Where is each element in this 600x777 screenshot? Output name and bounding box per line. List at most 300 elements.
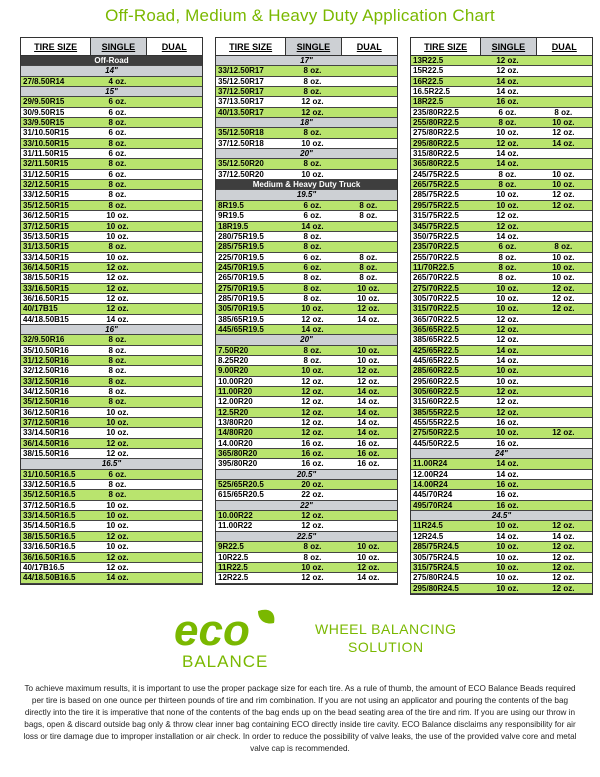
table-row <box>411 190 592 200</box>
dual-cell <box>535 408 592 417</box>
single-cell: 12 oz. <box>301 511 324 521</box>
single-cell: 16 oz. <box>496 480 519 490</box>
single-cell: 12 oz. <box>106 562 129 572</box>
tire-size-cell: 36/16.50R16.5 <box>23 552 76 562</box>
table-row <box>21 97 202 107</box>
single-cell: 10 oz. <box>106 511 129 521</box>
single-cell: 10 oz. <box>496 366 519 376</box>
table-row <box>411 97 592 107</box>
dual-cell <box>535 356 592 365</box>
dual-cell <box>340 490 397 499</box>
table-row <box>216 97 397 107</box>
single-cell: 8 oz. <box>303 542 322 552</box>
dual-cell <box>145 180 202 189</box>
table-row <box>21 263 202 273</box>
single-cell: 10 oz. <box>301 562 324 572</box>
dual-cell <box>145 118 202 127</box>
slogan-line-1: WHEEL BALANCING <box>315 621 457 637</box>
table-row <box>21 511 202 521</box>
dual-cell <box>340 222 397 231</box>
single-cell: 16 oz. <box>301 438 324 448</box>
table-row <box>21 366 202 376</box>
table-row <box>411 128 592 138</box>
table-row <box>216 356 397 366</box>
tire-size-cell: 36/14.50R16 <box>23 438 69 448</box>
tire-size-cell: 37/12.50R20 <box>218 169 264 179</box>
rim-size-heading: 22" <box>216 501 397 511</box>
page-title: Off-Road, Medium & Heavy Duty Application Chart <box>105 6 495 25</box>
dual-cell <box>535 325 592 334</box>
tire-size-cell: 365/80R22.5 <box>413 159 459 169</box>
header-tire-size: TIRE SIZE <box>34 41 78 52</box>
table-row <box>216 387 397 397</box>
header-single: SINGLE <box>285 38 341 55</box>
single-cell: 8 oz. <box>303 345 322 355</box>
table-row <box>411 532 592 542</box>
tire-size-cell: 235/70R22.5 <box>413 242 459 252</box>
single-cell: 10 oz. <box>106 407 129 417</box>
dual-cell: 12 oz. <box>552 573 575 583</box>
dual-cell <box>145 366 202 375</box>
single-cell: 10 oz. <box>496 562 519 572</box>
tire-size-cell: 255/80R22.5 <box>413 118 459 128</box>
dual-cell: 14 oz. <box>357 418 380 428</box>
table-row <box>411 180 592 190</box>
tire-size-cell: 265/75R22.5 <box>413 180 459 190</box>
dual-cell <box>145 490 202 499</box>
single-cell: 12 oz. <box>301 397 324 407</box>
rim-size-heading: 20" <box>216 149 397 159</box>
dual-cell: 10 oz. <box>552 262 575 272</box>
dual-cell <box>145 190 202 199</box>
single-cell: 10 oz. <box>496 190 519 200</box>
dual-cell <box>340 232 397 241</box>
table-row <box>411 253 592 263</box>
table-row <box>411 459 592 469</box>
dual-cell: 16 oz. <box>357 459 380 469</box>
dual-cell <box>340 128 397 137</box>
single-cell: 12 oz. <box>496 221 519 231</box>
tire-size-cell: 365/65R22.5 <box>413 324 459 334</box>
category-heading: Medium & Heavy Duty Truck <box>216 180 397 190</box>
table-row <box>21 315 202 325</box>
single-cell: 12 oz. <box>106 293 129 303</box>
logo-sub: BALANCE <box>182 652 269 671</box>
tire-size-cell: 275/50R22.5 <box>413 428 459 438</box>
dual-cell <box>145 418 202 427</box>
logo-word: eco <box>174 606 250 655</box>
dual-cell <box>145 77 202 86</box>
single-cell: 10 oz. <box>496 293 519 303</box>
single-cell: 12 oz. <box>496 211 519 221</box>
tire-size-cell: 12R24.5 <box>413 531 444 541</box>
table-row <box>216 77 397 87</box>
single-cell: 10 oz. <box>301 366 324 376</box>
single-cell: 8 oz. <box>303 552 322 562</box>
tire-size-cell: 295/60R22.5 <box>413 376 459 386</box>
tire-size-cell: 235/80R22.5 <box>413 107 459 117</box>
dual-cell <box>340 480 397 489</box>
header-dual: DUAL <box>551 41 577 52</box>
dual-cell <box>145 521 202 530</box>
tire-size-cell: 345/75R22.5 <box>413 221 459 231</box>
single-cell: 8 oz. <box>108 345 127 355</box>
table-row <box>411 263 592 273</box>
dual-cell <box>145 108 202 117</box>
tire-size-cell: 525/65R20.5 <box>218 480 264 490</box>
table-row <box>411 480 592 490</box>
table-row <box>411 315 592 325</box>
single-cell: 14 oz. <box>496 149 519 159</box>
dual-cell <box>535 387 592 396</box>
table-row <box>216 563 397 573</box>
table-row <box>216 480 397 490</box>
dual-cell <box>340 87 397 96</box>
table-row <box>411 408 592 418</box>
table-row <box>21 294 202 304</box>
table-row <box>21 501 202 511</box>
dual-cell: 14 oz. <box>357 407 380 417</box>
tire-size-cell: 35/12.50R15 <box>23 200 69 210</box>
tire-size-cell: 315/80R22.5 <box>413 149 459 159</box>
tire-size-cell: 32/12.50R15 <box>23 180 69 190</box>
dual-cell <box>145 253 202 262</box>
single-cell: 8 oz. <box>498 273 517 283</box>
single-cell: 12 oz. <box>496 138 519 148</box>
dual-cell: 12 oz. <box>552 293 575 303</box>
table-row <box>216 366 397 376</box>
table-row <box>21 149 202 159</box>
single-cell: 12 oz. <box>301 97 324 107</box>
single-cell: 10 oz. <box>496 283 519 293</box>
table-row <box>216 490 397 500</box>
table-row <box>216 408 397 418</box>
dual-cell <box>145 397 202 406</box>
single-cell: 12 oz. <box>496 397 519 407</box>
single-cell: 8 oz. <box>498 252 517 262</box>
table-row <box>411 428 592 438</box>
dual-cell <box>535 159 592 168</box>
dual-cell <box>145 335 202 344</box>
single-cell: 6 oz. <box>108 128 127 138</box>
tire-size-cell: 305/70R22.5 <box>413 293 459 303</box>
single-cell: 12 oz. <box>106 304 129 314</box>
single-cell: 8 oz. <box>303 273 322 283</box>
table-row <box>411 501 592 511</box>
dual-cell <box>145 211 202 220</box>
single-cell: 6 oz. <box>303 200 322 210</box>
table-row <box>21 190 202 200</box>
dual-cell: 10 oz. <box>357 552 380 562</box>
table-row <box>216 449 397 459</box>
dual-cell: 12 oz. <box>552 283 575 293</box>
dual-cell <box>145 573 202 582</box>
dual-cell <box>535 490 592 499</box>
table-row <box>21 242 202 252</box>
dual-cell: 14 oz. <box>552 138 575 148</box>
dual-cell <box>145 242 202 251</box>
single-cell: 12 oz. <box>301 407 324 417</box>
dual-cell <box>340 66 397 75</box>
single-cell: 8 oz. <box>498 180 517 190</box>
tire-size-cell: 32/12.50R16 <box>23 366 69 376</box>
table-row <box>21 159 202 169</box>
single-cell: 10 oz. <box>496 128 519 138</box>
tire-size-cell: 36/14.50R15 <box>23 262 69 272</box>
single-cell: 8 oz. <box>303 76 322 86</box>
single-cell: 4 oz. <box>108 76 127 86</box>
table-row <box>216 66 397 76</box>
dual-cell <box>340 511 397 520</box>
single-cell: 14 oz. <box>496 459 519 469</box>
table-row <box>216 201 397 211</box>
tire-size-cell: 16R22.5 <box>413 76 444 86</box>
table-row <box>411 325 592 335</box>
table-row <box>21 418 202 428</box>
dual-cell: 10 oz. <box>552 118 575 128</box>
table-row <box>21 356 202 366</box>
dual-cell <box>145 439 202 448</box>
single-cell: 12 oz. <box>301 573 324 583</box>
dual-cell <box>340 139 397 148</box>
table-header <box>215 37 398 56</box>
table-row <box>21 335 202 345</box>
table-row <box>216 139 397 149</box>
dual-cell <box>535 366 592 375</box>
tire-size-cell: 285/75R22.5 <box>413 190 459 200</box>
dual-cell: 14 oz. <box>552 531 575 541</box>
table-row <box>21 284 202 294</box>
dual-cell <box>145 470 202 479</box>
tire-size-cell: 285/75R24.5 <box>413 542 459 552</box>
tire-size-cell: 36/12.50R16 <box>23 407 69 417</box>
single-cell: 8 oz. <box>108 159 127 169</box>
tire-size-cell: 34/12.50R16 <box>23 387 69 396</box>
table-row <box>216 428 397 438</box>
tire-size-cell: 33/16.50R15 <box>23 283 69 293</box>
table-row <box>216 511 397 521</box>
tire-size-cell: 245/75R22.5 <box>413 169 459 179</box>
tire-size-cell: 33/9.50R15 <box>23 118 65 128</box>
table-row <box>411 304 592 314</box>
single-cell: 12 oz. <box>301 521 324 531</box>
table-row <box>411 521 592 531</box>
dual-cell <box>145 128 202 137</box>
tire-size-cell: 10R22.5 <box>218 552 249 562</box>
dual-cell: 12 oz. <box>357 366 380 376</box>
table-row <box>216 159 397 169</box>
table-row <box>411 418 592 428</box>
table-row <box>216 87 397 97</box>
tire-size-cell: 32/9.50R16 <box>23 335 65 345</box>
dual-cell: 10 oz. <box>357 542 380 552</box>
tire-size-cell: 7.50R20 <box>218 345 249 355</box>
single-cell: 10 oz. <box>496 583 519 593</box>
single-cell: 14 oz. <box>496 469 519 479</box>
single-cell: 12 oz. <box>301 418 324 428</box>
dual-cell: 14 oz. <box>357 428 380 438</box>
single-cell: 14 oz. <box>106 314 129 324</box>
tire-size-cell: 315/60R22.5 <box>413 397 459 407</box>
tire-size-cell: 305/60R22.5 <box>413 387 459 396</box>
table-row <box>21 387 202 397</box>
single-cell: 8 oz. <box>108 335 127 345</box>
table-row <box>216 573 397 583</box>
single-cell: 16 oz. <box>496 490 519 500</box>
single-cell: 10 oz. <box>496 376 519 386</box>
dual-cell <box>145 377 202 386</box>
dual-cell <box>535 377 592 386</box>
dual-cell <box>145 284 202 293</box>
tire-size-cell: 18R19.5 <box>218 221 249 231</box>
table-row <box>21 253 202 263</box>
dual-cell: 10 oz. <box>552 180 575 190</box>
single-cell: 10 oz. <box>106 231 129 241</box>
tire-size-cell: 445/70R24 <box>413 490 453 500</box>
tire-size-cell: 37/12.50R17 <box>218 87 264 97</box>
table-row <box>411 563 592 573</box>
dual-cell: 12 oz. <box>552 304 575 314</box>
single-cell: 8 oz. <box>108 397 127 407</box>
tire-size-cell: 295/80R22.5 <box>413 138 459 148</box>
table-row <box>411 397 592 407</box>
dual-cell <box>145 387 202 396</box>
tire-size-cell: 12.00R24 <box>413 469 448 479</box>
dual-cell: 8 oz. <box>359 262 378 272</box>
tire-size-cell: 265/70R22.5 <box>413 273 459 283</box>
single-cell: 14 oz. <box>496 531 519 541</box>
tire-size-cell: 305/70R19.5 <box>218 304 264 314</box>
tire-size-cell: 350/75R22.5 <box>413 231 459 241</box>
single-cell: 12 oz. <box>496 314 519 324</box>
table-row <box>216 294 397 304</box>
single-cell: 8 oz. <box>303 283 322 293</box>
tire-size-cell: 315/75R22.5 <box>413 211 459 221</box>
tire-size-cell: 445/65R19.5 <box>218 324 264 334</box>
tire-size-cell: 27/8.50R14 <box>23 76 65 86</box>
tire-size-cell: 35/12.50R16 <box>23 397 69 407</box>
leaf-icon <box>258 610 274 624</box>
single-cell: 10 oz. <box>106 221 129 231</box>
dual-cell: 16 oz. <box>357 449 380 459</box>
tire-size-cell: 38/15.50R16 <box>23 449 69 459</box>
tire-size-cell: 38/15.50R15 <box>23 273 69 283</box>
single-cell: 14 oz. <box>496 345 519 355</box>
tire-size-cell: 9.00R20 <box>218 366 249 376</box>
single-cell: 12 oz. <box>106 273 129 283</box>
tire-size-cell: 40/17B16.5 <box>23 562 65 572</box>
eco-balance-logo <box>170 603 280 675</box>
table-row <box>411 346 592 356</box>
single-cell: 14 oz. <box>496 87 519 97</box>
tire-size-cell: 35/10.50R16 <box>23 345 69 355</box>
tire-size-cell: 35/12.50R16.5 <box>23 490 76 500</box>
dual-cell <box>145 222 202 231</box>
single-cell: 20 oz. <box>301 480 324 490</box>
tire-size-cell: 14.00R20 <box>218 438 253 448</box>
single-cell: 10 oz. <box>106 521 129 531</box>
table-row <box>21 139 202 149</box>
rim-size-heading: 15" <box>21 87 202 97</box>
header-tire-size: TIRE SIZE <box>229 41 273 52</box>
single-cell: 14 oz. <box>496 355 519 365</box>
tire-size-cell: 9R22.5 <box>218 542 244 552</box>
tire-size-cell: 44/18.50B16.5 <box>23 573 76 583</box>
tire-size-cell: 29/9.50R15 <box>23 97 65 107</box>
dual-cell: 16 oz. <box>357 438 380 448</box>
rim-size-heading: 18" <box>216 118 397 128</box>
tire-size-cell: 33/14.50R15 <box>23 252 69 262</box>
dual-cell <box>145 428 202 437</box>
single-cell: 12 oz. <box>496 56 519 65</box>
rim-size-heading: 24.5" <box>411 511 592 521</box>
tire-size-cell: 11R22.5 <box>218 562 248 572</box>
tire-size-cell: 385/65R22.5 <box>413 335 459 345</box>
tire-size-cell: 11.00R20 <box>218 387 253 396</box>
tire-size-cell: 33/12.50R16 <box>23 376 69 386</box>
single-cell: 10 oz. <box>106 252 129 262</box>
table-row <box>411 56 592 66</box>
tire-size-cell: 13R22.5 <box>413 56 444 65</box>
disclaimer-text: To achieve maximum results, it is important to use the proper package size for each tire. As a rule of thumb, the amount of ECO Balance Beads required per tire is based on one ounce per thirteen pounds of tire and rim combination. If you are not using an applicator and pouring the contents of the bag directly into the tire it is imperative that none of the contents of the bag ends up on the bead seating area of the tire and rim. If you are using our throw in bags, open & discard outside bag only & throw clear inner bag containing ECO directly inside tire cavity. ECO Balance disclaims any responsibility for air loss or tire damage due to improper installation or air check. In order to reduce the possibility of valve leaks, the use of the provided valve core and metal valve cap is recommended. <box>23 684 577 753</box>
dual-cell <box>145 201 202 210</box>
table-row <box>21 201 202 211</box>
single-cell: 10 oz. <box>301 304 324 314</box>
tire-size-cell: 385/55R22.5 <box>413 407 459 417</box>
tire-size-cell: 280/75R19.5 <box>218 231 264 241</box>
single-cell: 8 oz. <box>498 169 517 179</box>
dual-cell <box>535 459 592 468</box>
tire-size-cell: 275/80R22.5 <box>413 128 459 138</box>
dual-cell: 10 oz. <box>357 293 380 303</box>
tire-size-cell: 40/17B15 <box>23 304 58 314</box>
single-cell: 10 oz. <box>106 211 129 221</box>
dual-cell <box>535 56 592 65</box>
single-cell: 8 oz. <box>108 180 127 190</box>
tire-size-cell: 385/65R19.5 <box>218 314 264 324</box>
dual-cell: 8 oz. <box>554 242 573 252</box>
single-cell: 10 oz. <box>496 428 519 438</box>
single-cell: 10 oz. <box>106 542 129 552</box>
dual-cell <box>145 449 202 458</box>
single-cell: 8 oz. <box>108 242 127 252</box>
dual-cell <box>145 304 202 313</box>
dual-cell: 14 oz. <box>357 387 380 396</box>
table-row <box>21 128 202 138</box>
dual-cell <box>145 159 202 168</box>
table-row <box>216 284 397 294</box>
tire-size-cell: 11R24.5 <box>413 521 443 531</box>
single-cell: 8 oz. <box>108 480 127 490</box>
tire-size-cell: 35/12.50R17 <box>218 76 264 86</box>
dual-cell: 12 oz. <box>552 583 575 593</box>
table-row <box>21 563 202 573</box>
table-row <box>411 470 592 480</box>
table-row <box>411 170 592 180</box>
dual-cell: 12 oz. <box>552 128 575 138</box>
table-row <box>216 222 397 232</box>
tire-size-cell: 14.00R24 <box>413 480 448 490</box>
tire-size-cell: 445/50R22.5 <box>413 438 459 448</box>
tire-size-cell: 11.00R22 <box>218 521 253 531</box>
dual-cell: 14 oz. <box>357 573 380 583</box>
dual-cell <box>145 139 202 148</box>
table-row <box>216 304 397 314</box>
table-row <box>216 263 397 273</box>
table-row <box>411 553 592 563</box>
single-cell: 10 oz. <box>301 138 324 148</box>
dual-cell <box>535 480 592 489</box>
